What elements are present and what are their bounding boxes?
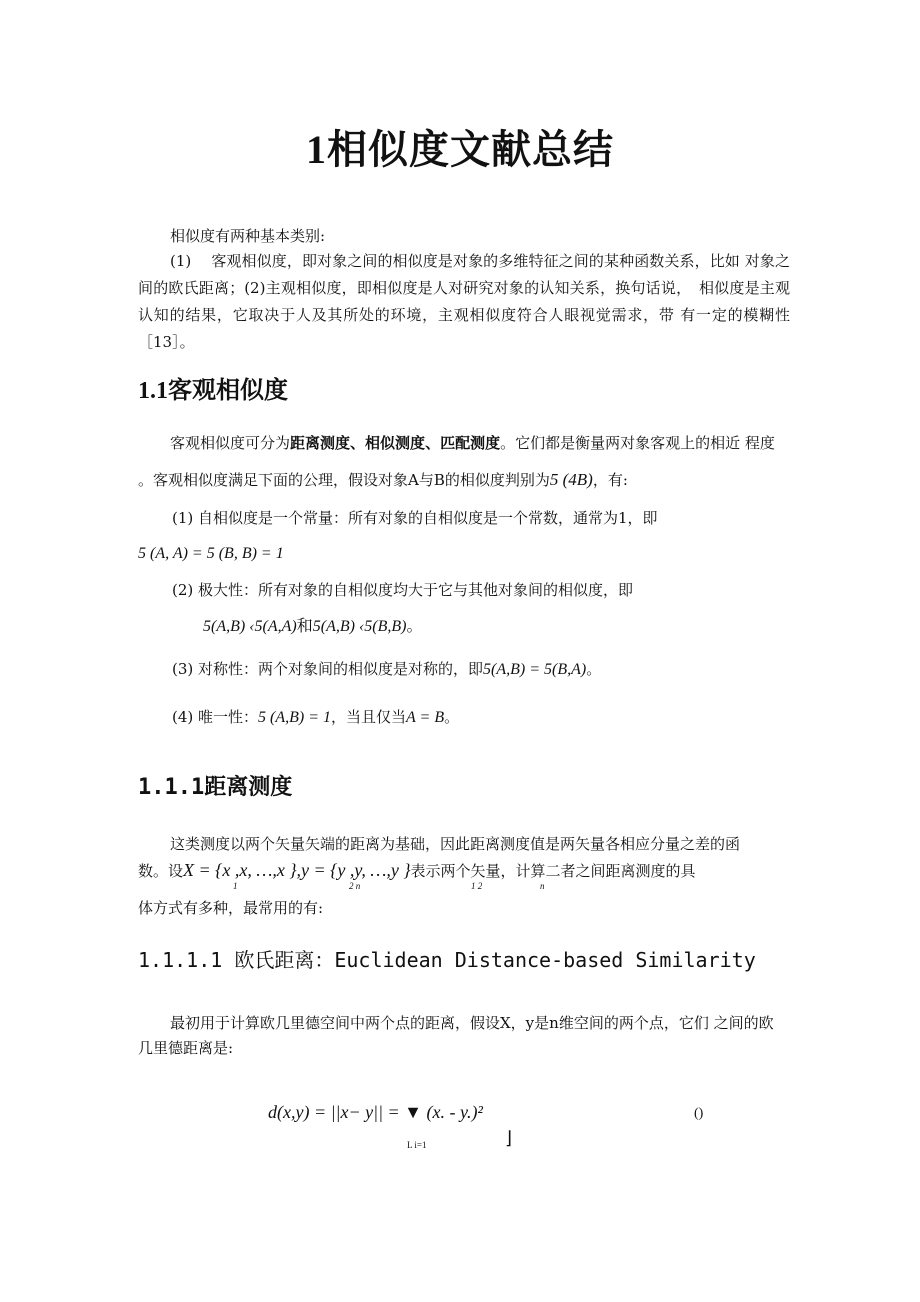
axioms-intro: 。客观相似度满足下面的公理，假设对象A与B的相似度判别为5 (4B)，有:: [138, 470, 628, 489]
section-heading-1-1: 1.1客观相似度: [138, 378, 288, 404]
subscript-n: n: [540, 881, 545, 891]
subscript-1: 1: [233, 881, 238, 891]
axiom-4: (4) 唯一性：5 (A,B) = 1，当且仅当A = B。: [172, 708, 460, 726]
intro-lead: 相似度有两种基本类别:: [170, 227, 326, 245]
subscript-12: 1 2: [471, 881, 483, 891]
term-matching-measure: 匹配测度: [440, 434, 501, 452]
page-title: 1相似度文献总结: [306, 127, 614, 172]
equation-number: (): [694, 1106, 704, 1121]
distance-measure-line-2: 数。设X = {x ,x, …,x },y = {y ,y, …,y }表示两个矢量，计算二者之间距离测度的具: [138, 860, 696, 880]
subscript-2n: 2 n: [349, 881, 361, 891]
euclidean-line-2: 几里德距离是:: [138, 1039, 234, 1057]
axiom-1-formula: 5 (A, A) = 5 (B, B) = 1: [138, 545, 284, 562]
intro-paragraph: (1) 客观相似度，即对象之间的相似度是对象的多维特征之间的某种函数关系，比如 对象之间的欧氏距离；(2)主观相似度，即相似度是人对研究对象的认知关系，换句话说， 相似度是主观认知的结果，它取决于人及其所处的环境，主观相似度符合人眼视觉需求，带 有一定的模糊性［13］。: [138, 252, 790, 351]
term-similarity-measure: 相似测度: [365, 434, 426, 452]
axiom-1-text: (1) 自相似度是一个常量：所有对象的自相似度是一个常数，通常为1，即: [172, 509, 658, 527]
section-heading-1-1-1: 1.1.1距离测度: [138, 775, 293, 800]
euclidean-formula-bracket: ⌋: [505, 1128, 513, 1149]
axiom-3: (3) 对称性：两个对象间的相似度是对称的，即5(A,B) = 5(B,A)。: [172, 660, 602, 678]
axiom-2-text: (2) 极大性：所有对象的自相似度均大于它与其他对象间的相似度，即: [172, 581, 634, 599]
axiom-2-formula: 5(A,B) ‹5(A,A)和5(A,B) ‹5(B,B)。: [203, 616, 423, 635]
euclidean-formula-sub: L i=1: [407, 1140, 427, 1150]
distance-measure-line-3: 体方式有多种，最常用的有:: [138, 899, 324, 917]
euclidean-formula: d(x,y) = ||x− y|| = ▼ (x. - y.)²: [268, 1102, 483, 1122]
objective-similarity-paragraph: 客观相似度可分为距离测度、相似测度、匹配测度。它们都是衡量两对象客观上的相近 程度: [170, 434, 775, 452]
distance-measure-line-1: 这类测度以两个矢量矢端的距离为基础，因此距离测度值是两矢量各相应分量之差的函: [170, 835, 741, 853]
term-distance-measure: 距离测度: [290, 434, 351, 452]
euclidean-line-1: 最初用于计算欧几里德空间中两个点的距离，假设X，y是n维空间的两个点，它们 之间的欧: [170, 1014, 774, 1032]
section-heading-1-1-1-1: 1.1.1.1 欧氏距离：Euclidean Distance-based Similarity: [138, 948, 756, 972]
